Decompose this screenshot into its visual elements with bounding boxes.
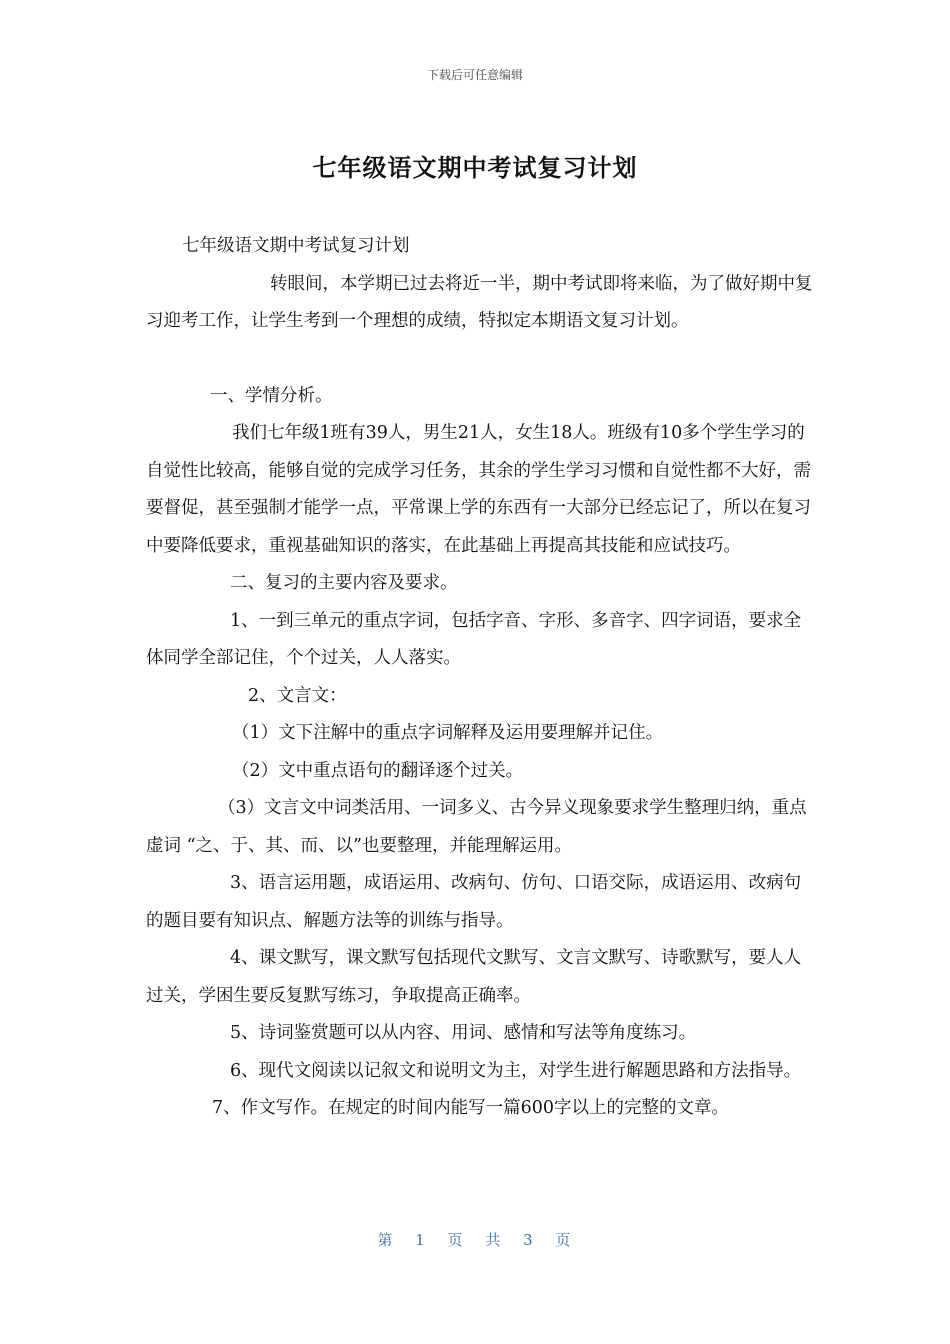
- spacer: [146, 341, 816, 378]
- list-item-3: 3、语言运用题，成语运用、改病句、仿句、口语交际，成语运用、改病句的题目要有知识点、解题方法等的训练与指导。: [146, 873, 802, 931]
- list-item-7: 7、作文写作。在规定的时间内能写一篇600字以上的完整的文章。: [212, 1098, 730, 1118]
- list-item-6: 6、现代文阅读以记叙文和说明文为主，对学生进行解题思路和方法指导。: [230, 1060, 802, 1081]
- section-heading-2: 二、复习的主要内容及要求。: [230, 573, 458, 593]
- intro-paragraph: 转眼间，本学期已过去将近一半，期中考试即将来临，为了做好期中复习迎考工作，让学生考到一个理想的成绩，特拟定本期语文复习计划。: [146, 273, 813, 331]
- sub-item-1: （1）文下注解中的重点字词解释及运用要理解并记住。: [232, 723, 664, 743]
- list-item-2: 2、文言文：: [248, 685, 347, 706]
- document-title: 七年级语文期中考试复习计划: [312, 154, 638, 182]
- section-heading-1: 一、学情分析。: [210, 385, 333, 406]
- page-header: 下载后可任意编辑: [426, 68, 523, 82]
- document-body: [146, 228, 816, 1128]
- analysis-paragraph: 我们七年级1班有39人，男生21人，女生18人。班级有10多个学生学习的自觉性比较高，能够自觉的完成学习任务，其余的学生学习习惯和自觉性都不大好，需要督促，甚至强制才能学一点，平常课上学的东西有一大部分已经忘记了，所以在复习中要降低要求，重视基础知识的落实，在此基础上再提高其技能和应试技巧。: [146, 423, 811, 556]
- list-item-5: 5、诗词鉴赏题可以从内容、用词、感情和写法等角度练习。: [230, 1023, 697, 1043]
- list-item-1: 1、一到三单元的重点字词，包括字音、字形、多音字、四字词语，要求全体同学全部记住，个个过关，人人落实。: [146, 610, 802, 668]
- list-item-4: 4、课文默写，课文默写包括现代文默写、文言文默写、诗歌默写，要人人过关，学困生要反复默写练习，争取提高正确率。: [146, 948, 802, 1006]
- sub-item-2: （2）文中重点语句的翻译逐个过关。: [232, 760, 524, 781]
- subtitle-paragraph: 七年级语文期中考试复习计划: [182, 236, 410, 256]
- sub-item-3: （3）文言文中词类活用、一词多义、古今异义现象要求学生整理归纳，重点虚词 “之、于、其、而、以”也要整理，并能理解运用。: [146, 798, 807, 856]
- page-number-footer: 第 1 页 共 3 页: [377, 1231, 573, 1249]
